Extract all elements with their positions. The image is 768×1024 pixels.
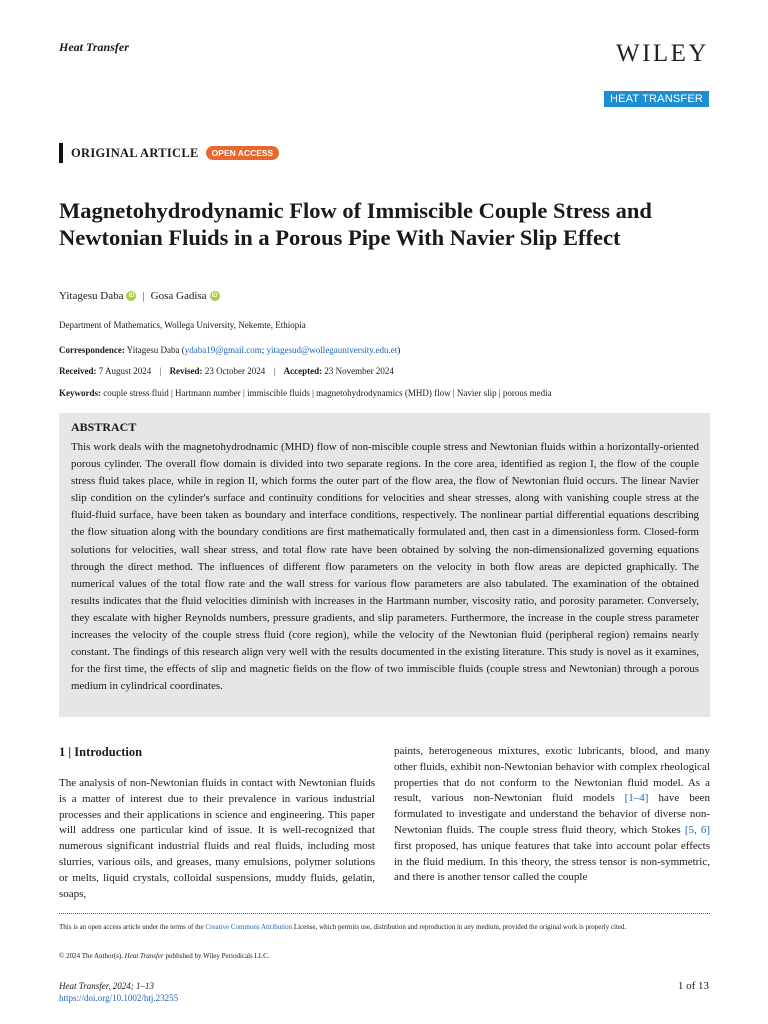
- correspondence-close: ): [397, 345, 401, 355]
- type-marker-bar: [59, 143, 63, 163]
- keywords-list: couple stress fluid | Hartmann number | immiscible fluids | magnetohydrodynamics (MHD) flow | Navier slip | porous media: [103, 388, 552, 398]
- intro-text: have been formulated to investigate and understand the behavior of diverse non-Newtonian fluids. The couple stress fluid theory, which Stokes: [394, 792, 710, 836]
- intro-text: paints, heterogeneous mixtures, exotic lubricants, blood, and many other fluids, exhibit non-Newtonian behavior with complex rheological properties that do not conform to the Newtonian fluid model. As a result, various non-Newtonian fluid models: [394, 745, 710, 805]
- footnote-divider: [59, 913, 710, 914]
- intro-text: first proposed, has unique features that take into account polar effects in the fluid medium. In this theory, the stress tensor is non-symmetric, and there is another tensor called the couple: [394, 839, 710, 884]
- article-title: Magnetohydrodynamic Flow of Immiscible Couple Stress and Newtonian Fluids in a Porous Pipe With Navier Slip Effect: [59, 198, 652, 250]
- received-label: Received:: [59, 366, 97, 376]
- journal-name: Heat Transfer: [59, 40, 129, 54]
- correspondence: [59, 345, 400, 355]
- abstract-heading: ABSTRACT: [71, 420, 137, 434]
- correspondence-name: Yitagesu Daba (: [126, 345, 185, 355]
- orcid-icon[interactable]: iD: [211, 293, 218, 299]
- section-heading: 1 | Introduction: [59, 745, 143, 759]
- journal-badge: HEAT TRANSFER: [604, 91, 709, 107]
- copyright-journal: Heat Transfer: [124, 952, 164, 960]
- orcid-icon[interactable]: iD: [128, 293, 135, 299]
- email-link[interactable]: yitagesud@wollegauniversity.edu.et: [266, 345, 398, 355]
- abstract-panel: [59, 413, 710, 717]
- article-type: ORIGINAL ARTICLE: [71, 145, 199, 160]
- email-link[interactable]: ydaba19@gmail.com: [184, 345, 262, 355]
- license-text: This is an open access article under the terms of the: [59, 923, 206, 931]
- author-name[interactable]: Gosa Gadisa: [150, 290, 207, 302]
- correspondence-label: Correspondence:: [59, 345, 125, 355]
- keywords: [59, 388, 552, 398]
- accepted-label: Accepted:: [283, 366, 323, 376]
- affiliation: Department of Mathematics, Wollega University, Nekemte, Ethiopia: [59, 320, 306, 330]
- author-name[interactable]: Yitagesu Daba: [59, 290, 124, 302]
- copyright-text: published by Wiley Periodicals LLC.: [163, 952, 270, 960]
- intro-left-column: The analysis of non-Newtonian fluids in contact with Newtonian fluids is a matter of interest due to their prevalence in various industrial processes and their applications in science and engineering. This paper will address one particular kind of issue. It is well-recognized that numerous significant industrial fluids and real fluids, including most slurries, various oils, and greases, many emulsions, polymer solutions or melts, liquid crystals, colloidal suspensions, muddy fluids, gelatin, soaps,: [59, 777, 375, 900]
- open-access-badge: OPEN ACCESS: [206, 146, 280, 160]
- keywords-label: Keywords:: [59, 388, 101, 398]
- email-separator: ;: [261, 345, 267, 355]
- revised-label: Revised:: [169, 366, 203, 376]
- license-text: License, which permits use, distribution and reproduction in any medium, provided the original work is properly cited.: [292, 923, 627, 931]
- page-number: 1 of 13: [677, 980, 709, 992]
- author-separator: |: [142, 290, 145, 302]
- copyright-text: © 2024 The Author(s).: [59, 952, 125, 960]
- date-separator: |: [273, 366, 276, 376]
- publisher-logo: WILEY: [615, 40, 709, 67]
- license-note: [59, 921, 710, 933]
- intro-right-column: [394, 744, 710, 886]
- license-link[interactable]: Creative Commons Attribution: [205, 923, 293, 931]
- accepted-date: 23 November 2024: [324, 366, 394, 376]
- copyright-note: [59, 952, 270, 960]
- article-type-row: [59, 143, 279, 163]
- author-list: [59, 290, 220, 302]
- reference-link[interactable]: [5, 6]: [684, 823, 710, 836]
- reference-link[interactable]: [1–4]: [624, 792, 649, 805]
- date-separator: |: [159, 366, 162, 376]
- citation-line: Heat Transfer, 2024; 1–13: [59, 981, 155, 991]
- abstract-body: This work deals with the magnetohydrodnamic (MHD) flow of non-miscible couple stress and Newtonian fluids within a horizontally-oriented porous cylinder. The overall flow domain is divided into two separate regions. In the core area, identified as region I, the flow of the couple stress fluid takes place, while in region II, which forms the outer part of the flow area, the flow of Newtonian fluid occurs. The linear Navier slip condition on the cylinder's surface and continuity conditions for velocities and shear stresses, along with vanishing couple stress at the fluid-fluid surface, have been taken as boundary and interface conditions, respectively. The nonlinear partial differential equations describing the flow situation along with the boundary conditions are first mathematically formulated and, then cast in a dimensionless form. Closed-form solutions for velocities, wall shear stress, and total flow rate have been obtained by solving the non-dimensionalized governing equations through the direct method. The influences of different flow parameters on the velocity in both flow areas are depicted graphically. The numerical values of the total flow rate and the wall stress for various flow parameters are also tabulated. The examination of the obtained results indicates that the fluid velocities diminish with increases in the Hartmann number, viscosity ratio, and porosity parameter. Conversely, they escalate with higher Reynolds numbers, pressure gradients, and slip parameters. Furthermore, the increase in the couple stress parameter increases the velocity of the couple stress fluid (core region), while the velocity of the Newtonian fluid (peripheral region) remains nearly constant. The findings of this research align very well with the results documented in the existing literature. This study is novel as it examines, for the first time, the effects of slip and magnetic fields on the flow of two immiscible fluids (couple stress and Newtonian) through a porous medium in cylindrical coordinates.: [71, 441, 699, 693]
- received-date: 7 August 2024: [98, 366, 152, 376]
- article-dates: [59, 366, 394, 376]
- doi-link[interactable]: https://doi.org/10.1002/htj.23255: [59, 993, 179, 1003]
- revised-date: 23 October 2024: [204, 366, 266, 376]
